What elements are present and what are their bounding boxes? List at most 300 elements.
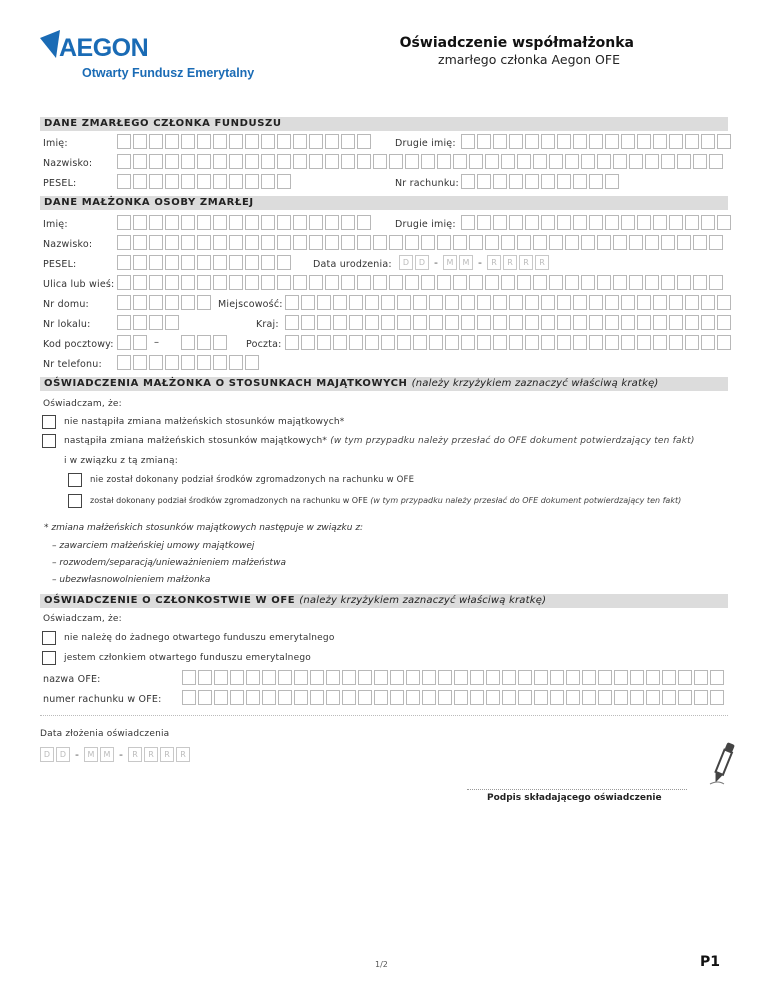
char-box[interactable] xyxy=(621,335,635,350)
char-box[interactable] xyxy=(717,134,731,149)
char-box[interactable] xyxy=(637,295,651,310)
char-box[interactable] xyxy=(613,154,627,169)
char-box[interactable] xyxy=(597,154,611,169)
char-box[interactable] xyxy=(277,134,291,149)
char-box[interactable] xyxy=(525,174,539,189)
char-box[interactable] xyxy=(358,690,372,705)
char-box[interactable] xyxy=(437,275,451,290)
char-box[interactable] xyxy=(541,134,555,149)
char-box[interactable] xyxy=(165,315,179,330)
char-box[interactable] xyxy=(149,295,163,310)
char-box[interactable] xyxy=(341,134,355,149)
char-box[interactable] xyxy=(717,335,731,350)
char-box[interactable] xyxy=(326,690,340,705)
char-box[interactable] xyxy=(317,315,331,330)
char-box[interactable] xyxy=(117,315,131,330)
char-box[interactable] xyxy=(525,315,539,330)
char-box[interactable] xyxy=(454,670,468,685)
char-box[interactable] xyxy=(133,335,147,350)
char-box[interactable] xyxy=(509,134,523,149)
char-box[interactable] xyxy=(117,235,131,250)
char-box[interactable] xyxy=(374,670,388,685)
char-box[interactable] xyxy=(277,174,291,189)
char-box[interactable] xyxy=(613,275,627,290)
char-box[interactable] xyxy=(165,255,179,270)
char-box[interactable] xyxy=(669,215,683,230)
char-box[interactable] xyxy=(277,215,291,230)
char-box[interactable] xyxy=(445,315,459,330)
char-box[interactable] xyxy=(630,670,644,685)
char-box[interactable] xyxy=(445,295,459,310)
char-box[interactable] xyxy=(557,295,571,310)
char-box[interactable] xyxy=(229,255,243,270)
char-box[interactable] xyxy=(181,215,195,230)
char-box[interactable] xyxy=(285,335,299,350)
char-box[interactable] xyxy=(709,235,723,250)
char-box[interactable] xyxy=(421,275,435,290)
char-box[interactable] xyxy=(453,154,467,169)
char-box[interactable] xyxy=(149,235,163,250)
char-box[interactable] xyxy=(597,235,611,250)
char-box[interactable] xyxy=(294,670,308,685)
date-char-box[interactable]: R xyxy=(535,255,549,270)
char-box[interactable] xyxy=(149,134,163,149)
char-box[interactable] xyxy=(549,154,563,169)
char-box[interactable] xyxy=(493,134,507,149)
char-box[interactable] xyxy=(285,295,299,310)
char-box[interactable] xyxy=(165,275,179,290)
char-box[interactable] xyxy=(149,174,163,189)
char-box[interactable] xyxy=(645,275,659,290)
char-box[interactable] xyxy=(214,670,228,685)
char-box[interactable] xyxy=(589,295,603,310)
char-box[interactable] xyxy=(133,174,147,189)
char-box[interactable] xyxy=(477,335,491,350)
char-box[interactable] xyxy=(309,275,323,290)
date-char-box[interactable]: R xyxy=(519,255,533,270)
char-box[interactable] xyxy=(349,295,363,310)
submission-date-field[interactable] xyxy=(40,747,192,762)
char-box[interactable] xyxy=(717,295,731,310)
char-box[interactable] xyxy=(117,295,131,310)
char-box[interactable] xyxy=(557,215,571,230)
char-box[interactable] xyxy=(277,255,291,270)
char-box[interactable] xyxy=(246,670,260,685)
char-box[interactable] xyxy=(694,670,708,685)
char-box[interactable] xyxy=(525,215,539,230)
deceased-pesel-field[interactable] xyxy=(117,174,293,189)
char-box[interactable] xyxy=(213,235,227,250)
date-char-box[interactable]: M xyxy=(459,255,473,270)
char-box[interactable] xyxy=(133,355,147,370)
char-box[interactable] xyxy=(502,670,516,685)
char-box[interactable] xyxy=(246,690,260,705)
char-box[interactable] xyxy=(213,275,227,290)
char-box[interactable] xyxy=(717,215,731,230)
char-box[interactable] xyxy=(598,670,612,685)
date-char-box[interactable]: R xyxy=(503,255,517,270)
char-box[interactable] xyxy=(405,154,419,169)
char-box[interactable] xyxy=(325,235,339,250)
char-box[interactable] xyxy=(198,670,212,685)
char-box[interactable] xyxy=(613,235,627,250)
char-box[interactable] xyxy=(493,335,507,350)
char-box[interactable] xyxy=(541,215,555,230)
char-box[interactable] xyxy=(261,235,275,250)
char-box[interactable] xyxy=(421,235,435,250)
char-box[interactable] xyxy=(533,154,547,169)
no-division-checkbox[interactable] xyxy=(68,473,82,487)
char-box[interactable] xyxy=(518,670,532,685)
char-box[interactable] xyxy=(661,275,675,290)
char-box[interactable] xyxy=(693,235,707,250)
char-box[interactable] xyxy=(309,154,323,169)
char-box[interactable] xyxy=(117,335,131,350)
char-box[interactable] xyxy=(413,295,427,310)
char-box[interactable] xyxy=(701,134,715,149)
char-box[interactable] xyxy=(557,134,571,149)
char-box[interactable] xyxy=(374,690,388,705)
char-box[interactable] xyxy=(261,154,275,169)
char-box[interactable] xyxy=(261,215,275,230)
char-box[interactable] xyxy=(685,295,699,310)
ofe-account-field[interactable] xyxy=(182,690,726,705)
char-box[interactable] xyxy=(406,690,420,705)
char-box[interactable] xyxy=(165,215,179,230)
char-box[interactable] xyxy=(565,275,579,290)
char-box[interactable] xyxy=(357,235,371,250)
char-box[interactable] xyxy=(213,154,227,169)
char-box[interactable] xyxy=(637,315,651,330)
char-box[interactable] xyxy=(541,335,555,350)
char-box[interactable] xyxy=(605,215,619,230)
char-box[interactable] xyxy=(357,215,371,230)
char-box[interactable] xyxy=(277,235,291,250)
deceased-first-name-field[interactable] xyxy=(117,134,373,149)
char-box[interactable] xyxy=(197,134,211,149)
char-box[interactable] xyxy=(605,174,619,189)
char-box[interactable] xyxy=(149,255,163,270)
char-box[interactable] xyxy=(470,670,484,685)
char-box[interactable] xyxy=(461,174,475,189)
char-box[interactable] xyxy=(389,154,403,169)
date-char-box[interactable]: D xyxy=(56,747,70,762)
char-box[interactable] xyxy=(213,134,227,149)
char-box[interactable] xyxy=(357,275,371,290)
char-box[interactable] xyxy=(214,690,228,705)
char-box[interactable] xyxy=(422,690,436,705)
char-box[interactable] xyxy=(213,174,227,189)
char-box[interactable] xyxy=(685,335,699,350)
char-box[interactable] xyxy=(405,235,419,250)
char-box[interactable] xyxy=(165,235,179,250)
char-box[interactable] xyxy=(501,235,515,250)
char-box[interactable] xyxy=(477,315,491,330)
char-box[interactable] xyxy=(589,134,603,149)
char-box[interactable] xyxy=(557,174,571,189)
char-box[interactable] xyxy=(373,275,387,290)
char-box[interactable] xyxy=(661,154,675,169)
char-box[interactable] xyxy=(621,315,635,330)
char-box[interactable] xyxy=(454,690,468,705)
char-box[interactable] xyxy=(469,275,483,290)
char-box[interactable] xyxy=(653,134,667,149)
char-box[interactable] xyxy=(293,275,307,290)
char-box[interactable] xyxy=(117,255,131,270)
char-box[interactable] xyxy=(685,315,699,330)
char-box[interactable] xyxy=(373,154,387,169)
char-box[interactable] xyxy=(421,154,435,169)
char-box[interactable] xyxy=(133,255,147,270)
char-box[interactable] xyxy=(461,134,475,149)
char-box[interactable] xyxy=(557,335,571,350)
char-box[interactable] xyxy=(349,315,363,330)
char-box[interactable] xyxy=(422,670,436,685)
char-box[interactable] xyxy=(573,295,587,310)
char-box[interactable] xyxy=(517,235,531,250)
char-box[interactable] xyxy=(245,255,259,270)
char-box[interactable] xyxy=(637,335,651,350)
char-box[interactable] xyxy=(629,154,643,169)
char-box[interactable] xyxy=(678,670,692,685)
deceased-account-field[interactable] xyxy=(461,174,621,189)
char-box[interactable] xyxy=(693,275,707,290)
char-box[interactable] xyxy=(669,295,683,310)
char-box[interactable] xyxy=(509,315,523,330)
char-box[interactable] xyxy=(117,275,131,290)
char-box[interactable] xyxy=(413,315,427,330)
char-box[interactable] xyxy=(678,690,692,705)
char-box[interactable] xyxy=(677,275,691,290)
char-box[interactable] xyxy=(133,275,147,290)
char-box[interactable] xyxy=(365,315,379,330)
char-box[interactable] xyxy=(701,215,715,230)
spouse-postal-code-part1[interactable] xyxy=(117,335,149,350)
char-box[interactable] xyxy=(365,295,379,310)
char-box[interactable] xyxy=(325,134,339,149)
char-box[interactable] xyxy=(646,670,660,685)
char-box[interactable] xyxy=(533,275,547,290)
char-box[interactable] xyxy=(229,174,243,189)
char-box[interactable] xyxy=(310,670,324,685)
char-box[interactable] xyxy=(589,215,603,230)
char-box[interactable] xyxy=(621,295,635,310)
char-box[interactable] xyxy=(165,154,179,169)
char-box[interactable] xyxy=(573,215,587,230)
char-box[interactable] xyxy=(181,275,195,290)
char-box[interactable] xyxy=(517,154,531,169)
char-box[interactable] xyxy=(165,174,179,189)
char-box[interactable] xyxy=(470,690,484,705)
char-box[interactable] xyxy=(133,154,147,169)
char-box[interactable] xyxy=(278,670,292,685)
char-box[interactable] xyxy=(342,670,356,685)
char-box[interactable] xyxy=(229,235,243,250)
date-char-box[interactable]: R xyxy=(128,747,142,762)
char-box[interactable] xyxy=(261,134,275,149)
char-box[interactable] xyxy=(509,295,523,310)
char-box[interactable] xyxy=(381,335,395,350)
char-box[interactable] xyxy=(582,670,596,685)
char-box[interactable] xyxy=(213,355,227,370)
char-box[interactable] xyxy=(501,154,515,169)
char-box[interactable] xyxy=(245,215,259,230)
char-box[interactable] xyxy=(333,335,347,350)
char-box[interactable] xyxy=(502,690,516,705)
char-box[interactable] xyxy=(117,134,131,149)
char-box[interactable] xyxy=(614,690,628,705)
spouse-street-field[interactable] xyxy=(117,275,725,290)
char-box[interactable] xyxy=(325,215,339,230)
char-box[interactable] xyxy=(149,275,163,290)
char-box[interactable] xyxy=(317,335,331,350)
char-box[interactable] xyxy=(598,690,612,705)
char-box[interactable] xyxy=(406,670,420,685)
char-box[interactable] xyxy=(565,154,579,169)
char-box[interactable] xyxy=(229,355,243,370)
date-char-box[interactable]: R xyxy=(176,747,190,762)
property-change-checkbox[interactable] xyxy=(42,434,56,448)
char-box[interactable] xyxy=(293,154,307,169)
char-box[interactable] xyxy=(277,154,291,169)
char-box[interactable] xyxy=(165,134,179,149)
char-box[interactable] xyxy=(197,255,211,270)
char-box[interactable] xyxy=(621,134,635,149)
char-box[interactable] xyxy=(261,174,275,189)
char-box[interactable] xyxy=(229,134,243,149)
char-box[interactable] xyxy=(181,295,195,310)
char-box[interactable] xyxy=(309,235,323,250)
char-box[interactable] xyxy=(629,235,643,250)
char-box[interactable] xyxy=(701,295,715,310)
char-box[interactable] xyxy=(453,275,467,290)
char-box[interactable] xyxy=(485,154,499,169)
char-box[interactable] xyxy=(301,335,315,350)
char-box[interactable] xyxy=(326,670,340,685)
char-box[interactable] xyxy=(230,690,244,705)
spouse-phone-field[interactable] xyxy=(117,355,261,370)
spouse-surname-field[interactable] xyxy=(117,235,725,250)
char-box[interactable] xyxy=(429,295,443,310)
char-box[interactable] xyxy=(653,335,667,350)
char-box[interactable] xyxy=(581,275,595,290)
spouse-postal-code-part2[interactable] xyxy=(181,335,229,350)
char-box[interactable] xyxy=(333,315,347,330)
char-box[interactable] xyxy=(573,174,587,189)
char-box[interactable] xyxy=(197,275,211,290)
char-box[interactable] xyxy=(550,670,564,685)
char-box[interactable] xyxy=(437,235,451,250)
char-box[interactable] xyxy=(198,690,212,705)
char-box[interactable] xyxy=(677,235,691,250)
char-box[interactable] xyxy=(390,670,404,685)
date-char-box[interactable]: M xyxy=(84,747,98,762)
spouse-house-no-field[interactable] xyxy=(117,295,213,310)
char-box[interactable] xyxy=(358,670,372,685)
char-box[interactable] xyxy=(541,315,555,330)
char-box[interactable] xyxy=(693,154,707,169)
char-box[interactable] xyxy=(133,215,147,230)
char-box[interactable] xyxy=(133,134,147,149)
char-box[interactable] xyxy=(661,235,675,250)
member-checkbox[interactable] xyxy=(42,651,56,665)
char-box[interactable] xyxy=(293,134,307,149)
char-box[interactable] xyxy=(333,295,347,310)
char-box[interactable] xyxy=(493,215,507,230)
char-box[interactable] xyxy=(381,295,395,310)
char-box[interactable] xyxy=(165,355,179,370)
char-box[interactable] xyxy=(541,295,555,310)
property-no-change-checkbox[interactable] xyxy=(42,415,56,429)
char-box[interactable] xyxy=(637,134,651,149)
spouse-flat-no-field[interactable] xyxy=(117,315,181,330)
char-box[interactable] xyxy=(309,215,323,230)
char-box[interactable] xyxy=(197,355,211,370)
char-box[interactable] xyxy=(701,315,715,330)
char-box[interactable] xyxy=(149,315,163,330)
char-box[interactable] xyxy=(133,235,147,250)
char-box[interactable] xyxy=(566,690,580,705)
char-box[interactable] xyxy=(645,154,659,169)
char-box[interactable] xyxy=(614,670,628,685)
char-box[interactable] xyxy=(213,255,227,270)
char-box[interactable] xyxy=(437,154,451,169)
char-box[interactable] xyxy=(293,235,307,250)
char-box[interactable] xyxy=(429,335,443,350)
char-box[interactable] xyxy=(493,315,507,330)
char-box[interactable] xyxy=(261,255,275,270)
char-box[interactable] xyxy=(149,215,163,230)
char-box[interactable] xyxy=(230,670,244,685)
char-box[interactable] xyxy=(197,215,211,230)
char-box[interactable] xyxy=(413,335,427,350)
char-box[interactable] xyxy=(662,670,676,685)
char-box[interactable] xyxy=(710,670,724,685)
char-box[interactable] xyxy=(677,154,691,169)
spouse-birth-date-field[interactable] xyxy=(399,255,551,270)
char-box[interactable] xyxy=(181,174,195,189)
char-box[interactable] xyxy=(149,355,163,370)
char-box[interactable] xyxy=(549,235,563,250)
char-box[interactable] xyxy=(589,335,603,350)
char-box[interactable] xyxy=(341,215,355,230)
char-box[interactable] xyxy=(469,154,483,169)
char-box[interactable] xyxy=(662,690,676,705)
char-box[interactable] xyxy=(709,154,723,169)
char-box[interactable] xyxy=(342,690,356,705)
char-box[interactable] xyxy=(165,295,179,310)
char-box[interactable] xyxy=(461,295,475,310)
char-box[interactable] xyxy=(605,315,619,330)
char-box[interactable] xyxy=(701,335,715,350)
char-box[interactable] xyxy=(533,235,547,250)
char-box[interactable] xyxy=(710,690,724,705)
char-box[interactable] xyxy=(637,215,651,230)
char-box[interactable] xyxy=(262,690,276,705)
char-box[interactable] xyxy=(245,275,259,290)
char-box[interactable] xyxy=(629,275,643,290)
spouse-pesel-field[interactable] xyxy=(117,255,293,270)
char-box[interactable] xyxy=(525,134,539,149)
char-box[interactable] xyxy=(485,275,499,290)
char-box[interactable] xyxy=(294,690,308,705)
char-box[interactable] xyxy=(197,174,211,189)
char-box[interactable] xyxy=(429,315,443,330)
char-box[interactable] xyxy=(149,154,163,169)
date-char-box[interactable]: R xyxy=(160,747,174,762)
char-box[interactable] xyxy=(293,215,307,230)
char-box[interactable] xyxy=(357,154,371,169)
